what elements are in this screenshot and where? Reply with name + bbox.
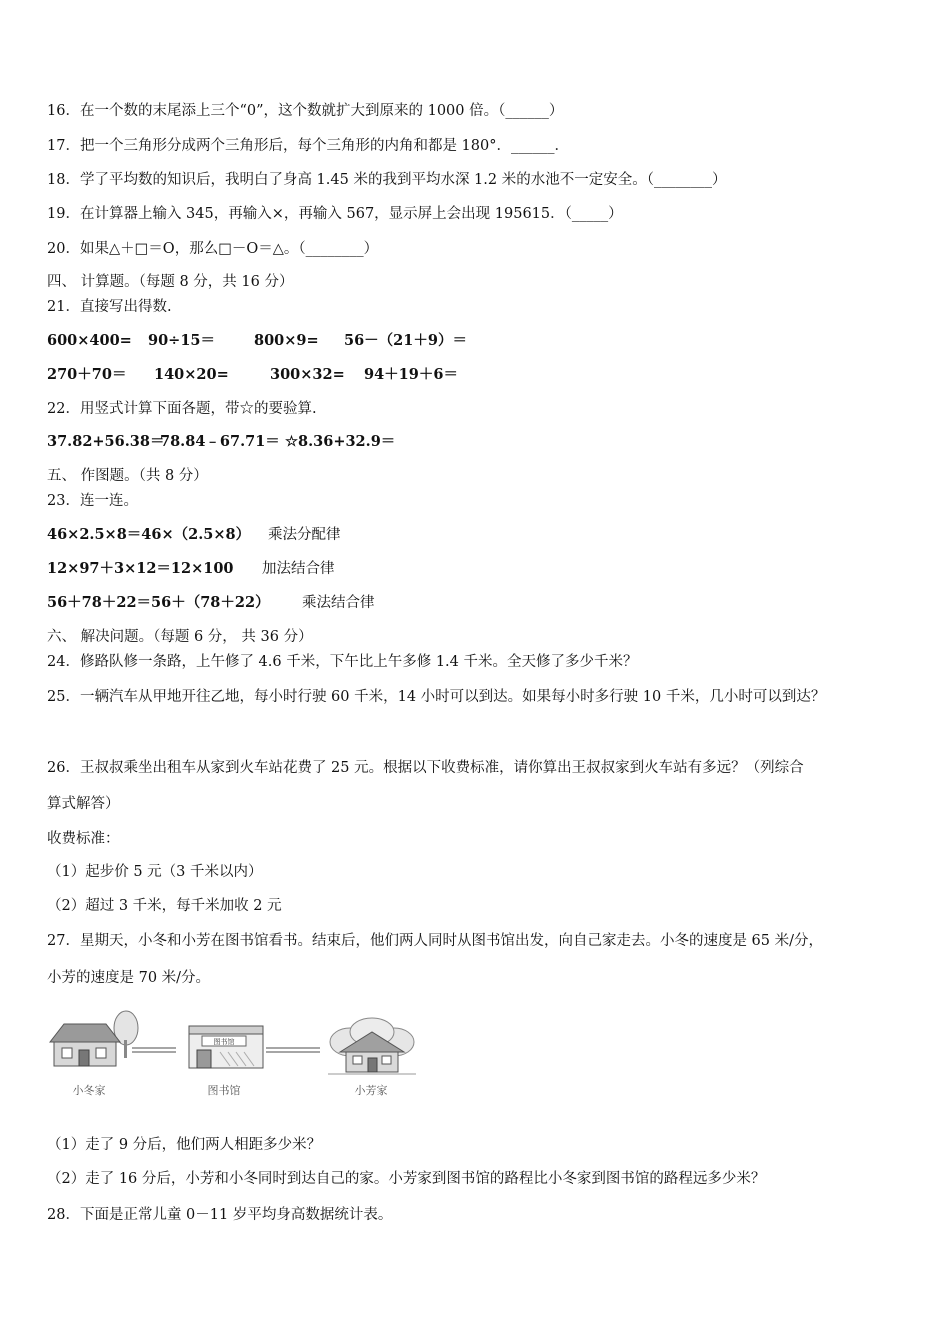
- match-expression: 56＋78＋22＝56＋（78＋22）: [47, 594, 270, 611]
- library-label: 图书馆: [207, 1084, 241, 1097]
- calc-item: 600×400=: [47, 332, 132, 349]
- calc-item: 56－（21＋9）＝: [344, 332, 467, 349]
- match-law: 乘法结合律: [302, 595, 375, 611]
- xiaodong-house-icon: [50, 1011, 138, 1066]
- library-sign: 图书馆: [213, 1038, 235, 1046]
- question-26-line2: 算式解答）: [47, 796, 120, 812]
- question-20: 20．如果△＋□＝O，那么□－O＝△。（________）: [47, 241, 379, 257]
- calc-item: 140×20=: [154, 366, 229, 383]
- match-expression: 12×97＋3×12＝12×100: [47, 560, 234, 577]
- route-illustration: [44, 1006, 424, 1102]
- question-25: 25．一辆汽车从甲地开往乙地，每小时行驶 60 千米，14 小时可以到达。如果每小时多行驶 10 千米，几小时可以到达？: [47, 689, 826, 705]
- calc-item: 90÷15＝: [148, 332, 216, 349]
- question-23: 23．连一连。: [47, 493, 138, 509]
- match-law: 乘法分配律: [268, 527, 341, 543]
- calc-item: 37.82+56.38＝: [47, 433, 165, 450]
- section-6-heading: 六、 解决问题。（每题 6 分， 共 36 分）: [47, 629, 313, 645]
- calc-item: 94＋19＋6＝: [364, 366, 458, 383]
- question-17: 17．把一个三角形分成两个三角形后，每个三角形的内角和都是 180°．______．: [47, 138, 569, 154]
- question-27-part1: （1）走了 9 分后，他们两人相距多少米？: [47, 1137, 322, 1153]
- fee-rule-2: （2）超过 3 千米，每千米加收 2 元: [47, 898, 282, 914]
- calc-item: 270＋70＝: [47, 366, 127, 383]
- question-21: 21．直接写出得数.: [47, 299, 172, 315]
- calc-item: 300×32=: [270, 366, 345, 383]
- xiaodong-home-label: 小冬家: [72, 1084, 106, 1097]
- section-4-heading: 四、 计算题。（每题 8 分，共 16 分）: [47, 274, 294, 290]
- calc-item: 800×9=: [254, 332, 319, 349]
- question-27-part2: （2）走了 16 分后，小芳和小冬同时到达自己的家。小芳家到图书馆的路程比小冬家到图书馆的路程远多少米？: [47, 1171, 766, 1187]
- fee-rule-1: （1）起步价 5 元（3 千米以内）: [47, 864, 263, 880]
- question-16: 16．在一个数的末尾添上三个“0”，这个数就扩大到原来的 1000 倍。（______）: [47, 103, 564, 119]
- question-27-line1: 27．星期天，小冬和小芳在图书馆看书。结束后，他们两人同时从图书馆出发，向自己家走去。小冬的速度是 65 米/分，: [47, 933, 824, 949]
- question-22: 22．用竖式计算下面各题，带☆的要验算.: [47, 401, 317, 417]
- section-5-heading: 五、 作图题。（共 8 分）: [47, 468, 208, 484]
- question-18: 18．学了平均数的知识后，我明白了身高 1.45 米的我到平均水深 1.2 米的水池不一定安全。（________）: [47, 172, 727, 188]
- calc-item: ☆8.36+32.9＝: [285, 433, 396, 450]
- xiaofang-house-icon: [328, 1018, 416, 1074]
- library-icon: [189, 1026, 263, 1068]
- match-expression: 46×2.5×8＝46×（2.5×8）: [47, 526, 251, 543]
- fee-title: 收费标准：: [47, 831, 120, 847]
- calc-item: 78.84﹣67.71＝: [160, 433, 280, 450]
- match-law: 加法结合律: [262, 561, 335, 577]
- question-28: 28．下面是正常儿童 0－11 岁平均身高数据统计表。: [47, 1207, 393, 1223]
- question-24: 24．修路队修一条路，上午修了 4.6 千米，下午比上午多修 1.4 千米。全天修了多少千米？: [47, 654, 638, 670]
- xiaofang-home-label: 小芳家: [354, 1084, 388, 1097]
- question-27-line2: 小芳的速度是 70 米/分。: [47, 970, 211, 986]
- question-19: 19．在计算器上输入 345，再输入×，再输入 567，显示屏上会出现 195615．（_____）: [47, 206, 623, 222]
- question-26-line1: 26．王叔叔乘坐出租车从家到火车站花费了 25 元。根据以下收费标准，请你算出王叔叔家到火车站有多远？（列综合: [47, 760, 804, 776]
